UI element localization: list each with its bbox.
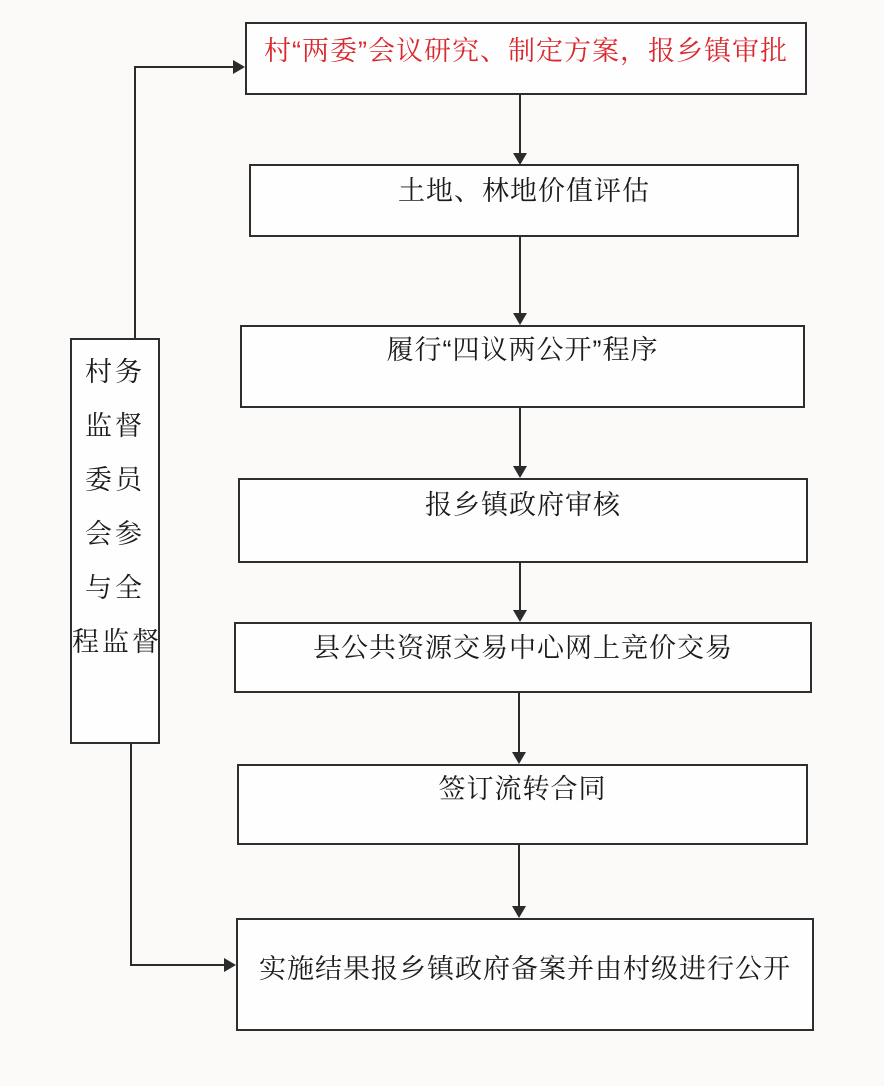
side-note-line-1: 村务 [85,357,145,387]
flow-step-6-label: 签订流转合同 [438,774,607,804]
flow-step-2-label: 土地、林地价值评估 [398,176,650,206]
connector-sidenote-step7 [131,744,236,972]
flow-step-7 [236,918,814,1031]
side-note-line-5: 与全 [85,573,145,603]
connector-step4-step5 [513,563,527,622]
flow-step-2 [249,164,799,237]
flow-step-4-label: 报乡镇政府审核 [425,490,621,520]
flow-step-5 [234,622,812,693]
side-note-line-6: 程监督 [72,627,162,657]
flow-step-6 [237,764,808,845]
side-note-line-3: 委员 [85,465,145,495]
connector-step3-step4 [513,408,527,478]
connector-step6-step7 [512,845,526,918]
flow-step-1 [245,22,807,95]
flow-step-3 [240,325,805,408]
flow-step-3-label: 履行“四议两公开”程序 [386,335,659,365]
side-note-line-2: 监督 [85,411,145,441]
side-note-box [70,338,160,744]
flow-step-1-label: 村“两委”会议研究、制定方案，报乡镇审批 [264,36,788,66]
connector-step5-step6 [512,693,526,764]
connector-step2-step3 [513,237,527,325]
flow-step-7-label: 实施结果报乡镇政府备案并由村级进行公开 [259,954,791,984]
flow-step-4 [238,478,808,563]
connector-sidenote-step1 [135,60,245,338]
flow-step-5-label: 县公共资源交易中心网上竞价交易 [313,633,733,663]
connector-step1-step2 [513,95,527,165]
side-note-line-4: 会参 [85,519,145,549]
